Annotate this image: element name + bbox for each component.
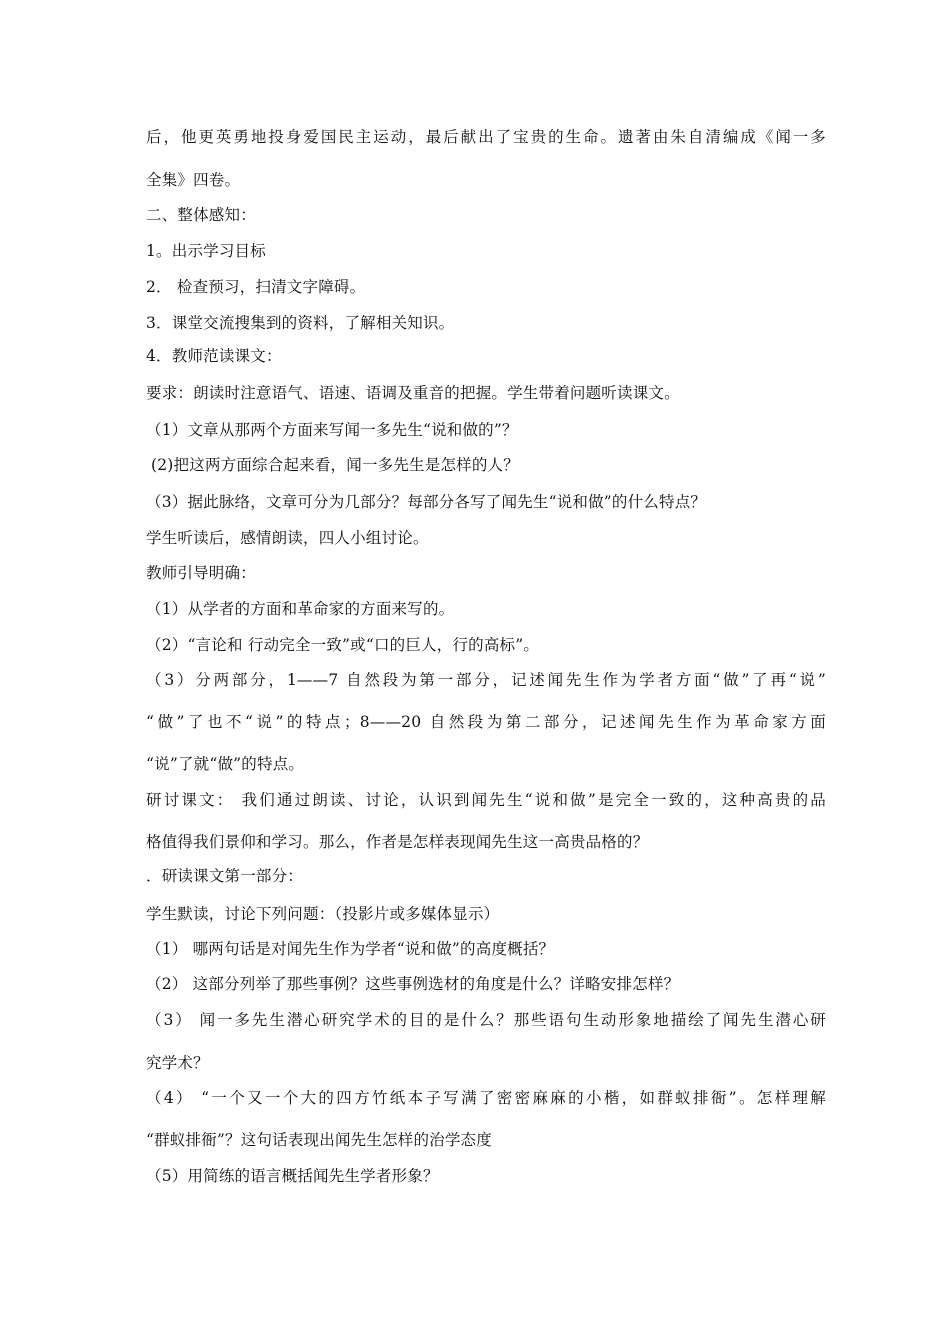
list-item: 2． 检查预习，扫清文字障碍。 [146,278,366,296]
paragraph-line: 研讨课文： 我们通过朗读、讨论，认识到闻先生“说和做”是完全一致的，这种高贵的品 [146,791,826,809]
question-item: （5）用简练的语言概括闻先生学者形象？ [146,1167,439,1185]
question-item: （3） 闻一多先生潜心研究学术的目的是什么？那些语句生动形象地描绘了闻先生潜心研 [146,1011,826,1029]
question-item: （1）文章从那两个方面来写闻一多先生“说和做的”？ [146,421,518,439]
answer-item: （2）“言论和 行动完全一致”或“口的巨人，行的高标”。 [146,636,540,654]
paragraph-line: 要求：朗读时注意语气、语速、语调及重音的把握。学生带着问题听读课文。 [146,384,680,402]
paragraph-line: “做”了也不“说”的特点；8——20 自然段为第二部分，记述闻先生作为革命家方面 [146,713,826,731]
question-item: （1） 哪两句话是对闻先生作为学者“说和做”的高度概括？ [146,940,555,958]
list-item: 4．教师范读课文： [146,347,282,365]
answer-item: （1）从学者的方面和革命家的方面来写的。 [146,600,455,618]
paragraph-line: “群蚁排衙”？这句话表现出闻先生怎样的治学态度 [146,1131,492,1149]
paragraph-line: “说”了就“做”的特点。 [146,755,305,773]
paragraph-line: 学生默读，讨论下列问题：（投影片或多媒体显示） [146,905,500,923]
section-heading: 二、整体感知： [146,206,256,224]
question-item: （3）据此脉络，文章可分为几部分？每部分各写了闻先生“说和做”的什么特点？ [146,493,707,511]
answer-item: （3）分两部分，1——7 自然段为第一部分，记述闻先生作为学者方面“做”了再“说” [146,671,826,689]
question-item: (2)把这两方面综合起来看，闻一多先生是怎样的人？ [151,456,519,474]
list-item: 3．课堂交流搜集到的资料，了解相关知识。 [146,314,455,332]
section-heading: ．研读课文第一部分： [146,867,304,885]
paragraph-line: 后，他更英勇地投身爱国民主运动，最后献出了宝贵的生命。遗著由朱自清编成《闻一多 [146,128,826,146]
question-item: （4） “一个又一个大的四方竹纸本子写满了密密麻麻的小楷，如群蚁排衙”。怎样理解 [146,1089,826,1107]
paragraph-line: 格值得我们景仰和学习。那么，作者是怎样表现闻先生这一高贵品格的？ [146,833,649,851]
paragraph-line: 究学术？ [146,1054,209,1072]
paragraph-line: 全集》四卷。 [146,171,241,189]
question-item: （2） 这部分列举了那些事例？这些事例选材的角度是什么？详略安排怎样？ [146,975,680,993]
list-item: 1。出示学习目标 [146,242,266,260]
paragraph-line: 学生听读后，感情朗读，四人小组讨论。 [146,529,429,547]
paragraph-line: 教师引导明确： [146,564,256,582]
